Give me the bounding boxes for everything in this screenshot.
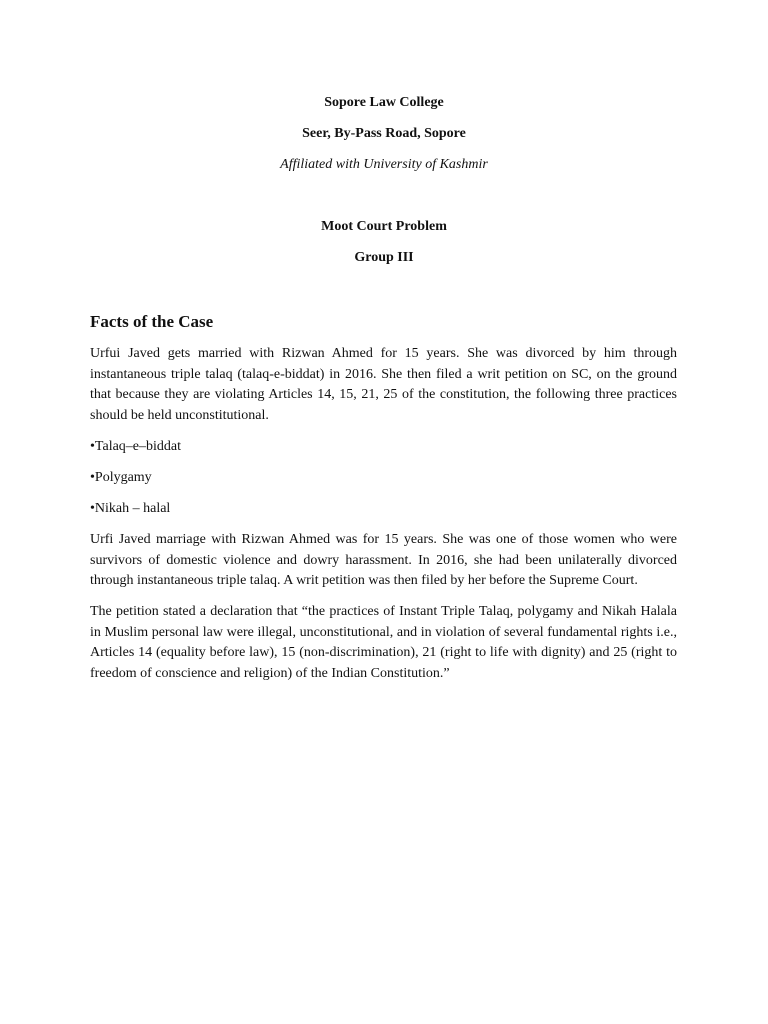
group-label: Group III [354, 250, 414, 265]
list-item: •Polygamy [90, 470, 152, 485]
college-address: Seer, By-Pass Road, Sopore [302, 126, 466, 141]
section-heading: Facts of the Case [90, 312, 214, 331]
affiliation-line: Affiliated with University of Kashmir [280, 157, 488, 172]
document-title: Moot Court Problem [321, 219, 447, 234]
list-item: •Nikah – halal [90, 501, 171, 516]
college-name: Sopore Law College [324, 95, 444, 110]
paragraph-background: Urfi Javed marriage with Rizwan Ahmed was for 15 years. She was one of those women who were survivors of domestic violence and dowry harassment. In 2016, she had been unilaterally divorced through instantaneous triple talaq. A writ petition was then filed by her before the Supreme Court. [90, 532, 677, 589]
list-item: •Talaq–e–biddat [90, 439, 181, 454]
paragraph-case-summary: Urfui Javed gets married with Rizwan Ahmed for 15 years. She was divorced by him through instantaneous triple talaq (talaq-e-biddat) in 2016. She then filed a writ petition on SC, on the ground that because they are violating Articles 14, 15, 21, 25 of the constitution, the following three practices should be held unconstitutional. [90, 346, 677, 424]
paragraph-petition: The petition stated a declaration that “the practices of Instant Triple Talaq, polygamy and Nikah Halala in Muslim personal law were illegal, unconstitutional, and in violation of several fundamental rights i.e., Articles 14 (equality before law), 15 (non-discrimination), 21 (right to life with dignity) and 25 (right to freedom of conscience and religion) of the Indian Constitution.” [90, 604, 677, 682]
